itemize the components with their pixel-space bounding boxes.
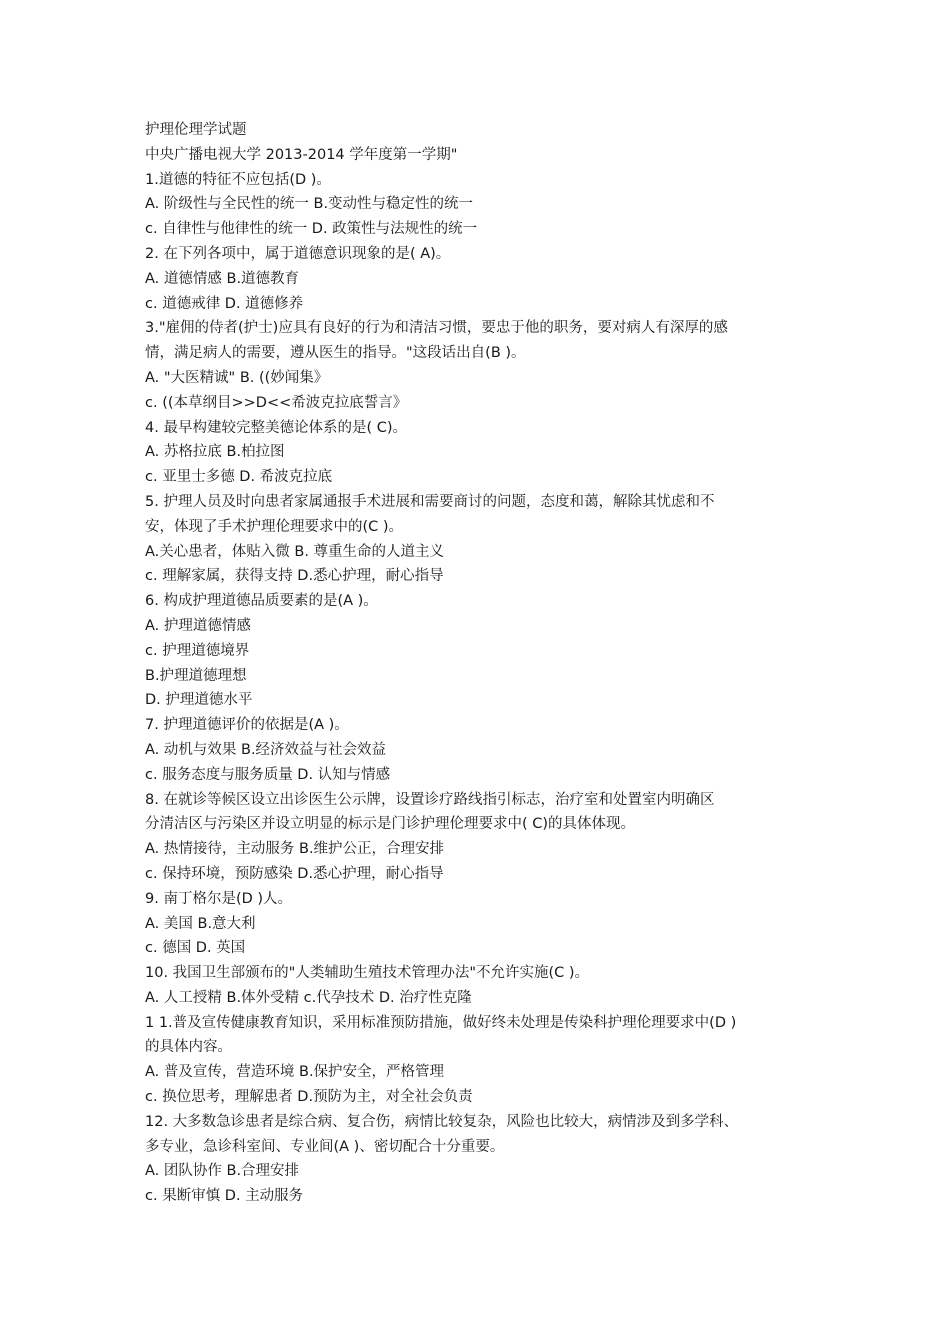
text-line: c. 护理道德境界 [145,642,250,659]
text-line: 9. 南丁格尔是(D )人。 [145,890,293,907]
text-line: A. 人工授精 B.体外受精 c.代孕技术 D. 治疗性克隆 [145,989,472,1006]
text-line: 3."雇佣的侍者(护士)应具有良好的行为和清洁习惯，要忠于他的职务，要对病人有深厚的感 [145,320,728,337]
text-line: 12. 大多数急诊患者是综合病、复合伤，病情比较复杂，风险也比较大，病情涉及到多学科、 [145,1113,739,1130]
text-line: A. 道德情感 B.道德教育 [145,270,300,287]
text-line: c. 果断审慎 D. 主动服务 [145,1188,304,1205]
text-line: c. 服务态度与服务质量 D. 认知与情感 [145,766,391,783]
text-line: 护理伦理学试题 [145,122,247,138]
text-line: A. 阶级性与全民性的统一 B.变动性与稳定性的统一 [145,196,474,213]
text-line: 4. 最早构建较完整美德论体系的是( C)。 [145,419,407,436]
text-line: c. 亚里士多德 D. 希波克拉底 [145,469,333,486]
text-line: 8. 在就诊等候区设立出诊医生公示牌，设置诊疗路线指引标志，治疗室和处置室内明确区 [145,791,715,808]
text-line: 5. 护理人员及时向患者家属通报手术进展和需要商讨的问题，态度和蔼，解除其忧虑和不 [145,493,715,510]
text-line: A.关心患者，体贴入微 B. 尊重生命的人道主义 [145,543,445,560]
text-line: 1 1.普及宣传健康教育知识，采用标准预防措施，做好终未处理是传染科护理伦理要求中(D ) [145,1014,737,1031]
text-line: c. 道德戒律 D. 道德修养 [145,295,304,312]
text-line: c. 换位思考，理解患者 D.预防为主，对全社会负责 [145,1089,473,1106]
text-line: c. 德国 D. 英国 [145,940,246,957]
text-line: A. 普及宣传，营造环境 B.保护安全，严格管理 [145,1064,445,1081]
text-line: A. 美国 B.意大利 [145,915,256,932]
text-line: c. 自律性与他律性的统一 D. 政策性与法规性的统一 [145,221,478,238]
document-body [145,118,815,1209]
text-line: B.护理道德理想 [145,667,247,684]
text-line: 安，体现了手术护理伦理要求中的(C )。 [145,518,404,535]
text-line: A. 热情接待，主动服务 B.维护公正，合理安排 [145,841,445,858]
text-line: c. ((本草纲目>>D<<希波克拉底誓言》 [145,394,408,411]
text-line: A. "大医精诚" B. ((妙闻集》 [145,369,329,386]
text-line: 10. 我国卫生部颁布的"人类辅助生殖技术管理办法"不允许实施(C )。 [145,965,590,982]
text-line: 1.道德的特征不应包括(D )。 [145,171,331,188]
text-line: A. 动机与效果 B.经济效益与社会效益 [145,741,387,758]
text-line: c. 理解家属，获得支持 D.悉心护理，耐心指导 [145,568,444,585]
text-line: 中央广播电视大学 2013-2014 学年度第一学期" [145,146,458,163]
text-line: A. 苏格拉底 B.柏拉图 [145,444,285,461]
text-line: 7. 护理道德评价的依据是(A )。 [145,717,349,734]
text-line: c. 保持环境，预防感染 D.悉心护理，耐心指导 [145,865,444,882]
text-line: 的具体内容。 [145,1039,232,1056]
text-line: A. 护理道德情感 [145,617,251,634]
text-line: D. 护理道德水平 [145,692,253,709]
text-line: 多专业，急诊科室间、专业间(A )、密切配合十分重要。 [145,1138,505,1155]
text-line: 6. 构成护理道德品质要素的是(A )。 [145,593,378,610]
text-line: 分清洁区与污染区并设立明显的标示是门诊护理伦理要求中( C)的具体体现。 [145,816,636,833]
text-line: 情，满足病人的需要，遵从医生的指导。"这段话出自(B )。 [145,345,526,362]
text-line: A. 团队协作 B.合理安排 [145,1163,300,1180]
text-line: 2. 在下列各项中，属于道德意识现象的是( A)。 [145,245,451,262]
